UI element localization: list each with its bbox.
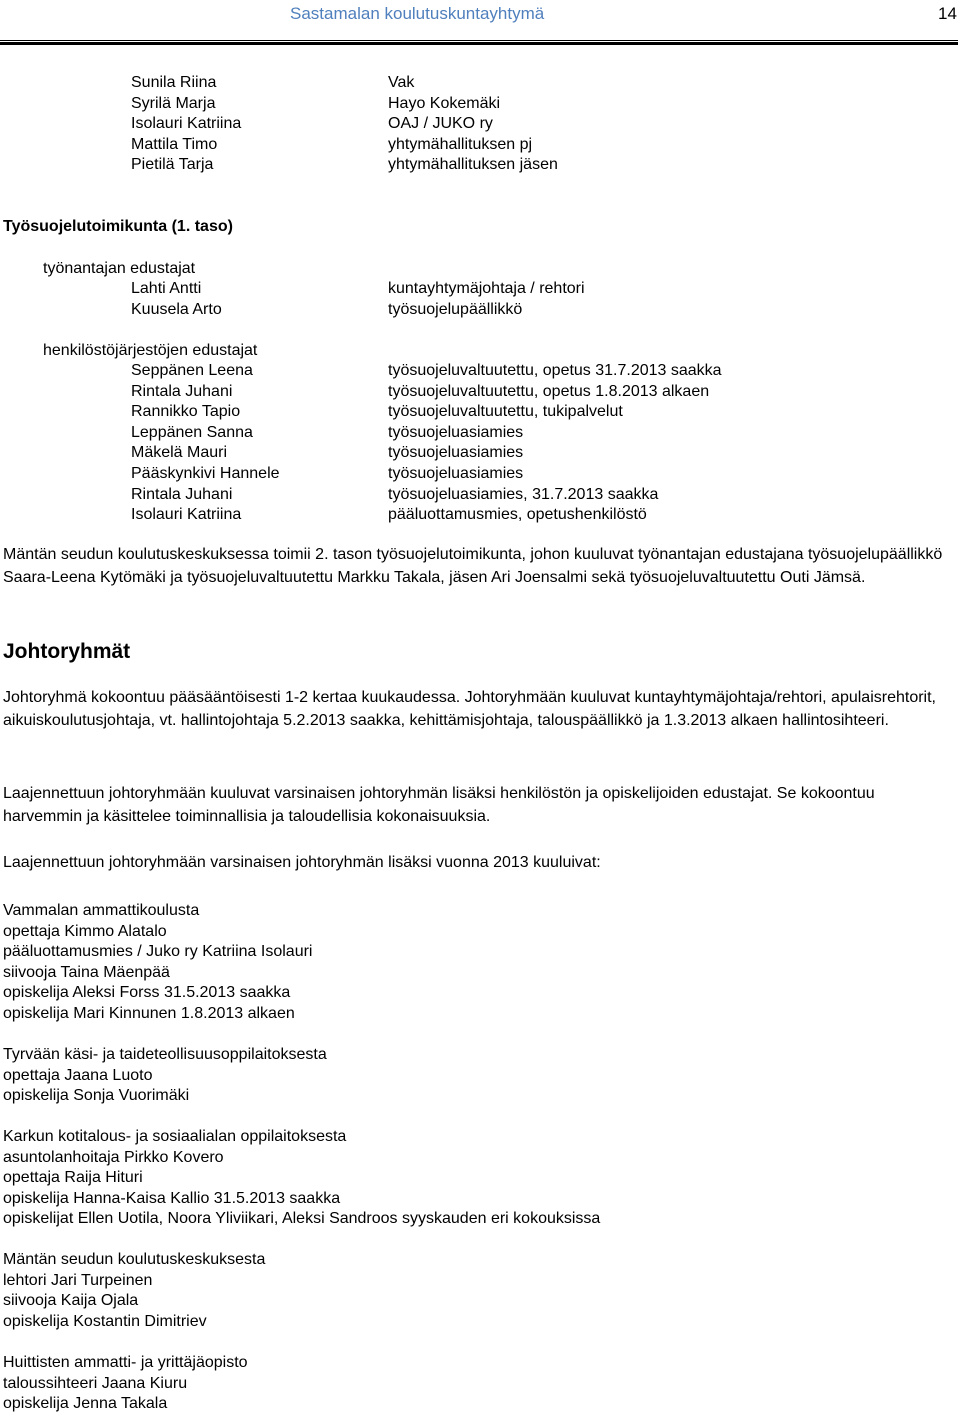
staff-names-column (131, 361, 280, 526)
list-item: pääluottamusmies, opetushenkilöstö (388, 506, 647, 524)
top-names-column (131, 73, 241, 176)
staff-roles-column (388, 361, 722, 526)
list-item: työsuojeluvaltuutettu, opetus 31.7.2013 saakka (388, 362, 722, 379)
member-group-tyrvaa (3, 1045, 327, 1107)
list-item: Rintala Juhani (131, 382, 233, 400)
list-item: kuntayhtymäjohtaja / rehtori (388, 280, 585, 297)
steering-paragraph-1: Johtoryhmä kokoontuu pääsääntöisesti 1-2 kertaa kuukaudessa. Johtoryhmään kuuluvat kuntayhtymäjohtaja/rehtori, apulaisrehtorit, aikuiskoulutusjohtaja, vt. hallintojohtaja 5.2.2013 saakka, kehittämisjohtaja, talouspäällikkö ja 1.3.2013 alkaen hallintosihteeri. (3, 689, 936, 729)
header-organization: Sastamalan koulutuskuntayhtymä (290, 4, 545, 23)
committee-note: Mäntän seudun koulutuskeskuksessa toimii 2. tason työsuojelutoimikunta, johon kuuluvat työnantajan edustajana työsuojelupäällikkö Saara-Leena Kytömäki ja työsuojeluvaltuutettu Markku Takala, jäsen Ari Joensalmi sekä työsuojeluvaltuutettu Outi Jämsä. (3, 546, 943, 586)
list-item: Vak (388, 74, 415, 91)
list-item: Rintala Juhani (131, 485, 233, 503)
list-item: Pietilä Tarja (131, 156, 214, 174)
list-item: opiskelija Sonja Vuorimäki (3, 1087, 190, 1105)
employer-label: työnantajan edustajat (43, 260, 196, 277)
steering-paragraph-2: Laajennettuun johtoryhmään kuuluvat varsinaisen johtoryhmän lisäksi henkilöstön ja opiskelijoiden edustajat. Se kokoontuu harvemmin ja käsittelee toiminnallisia ja taloudellisia kokonaisuuksia. (3, 785, 875, 825)
list-item: työsuojeluasiamies, 31.7.2013 saakka (388, 485, 659, 503)
steering-heading: Johtoryhmät (3, 640, 131, 663)
list-item: Rannikko Tapio (131, 403, 241, 421)
employer-names-column (131, 279, 222, 320)
list-item: työsuojeluasiamies (388, 444, 524, 462)
list-item: työsuojeluvaltuutettu, tukipalvelut (388, 403, 623, 421)
list-item: Kuusela Arto (131, 300, 222, 318)
list-item: opiskelija Jenna Takala (3, 1395, 168, 1413)
list-item: Lahti Antti (131, 280, 202, 297)
list-item: Hayo Kokemäki (388, 94, 501, 112)
list-item: Sunila Riina (131, 74, 217, 91)
list-item: pääluottamusmies / Juko ry Katriina Isolauri (3, 943, 313, 961)
committee-heading: Työsuojelutoimikunta (1. taso) (3, 218, 233, 235)
list-item: yhtymähallituksen pj (388, 135, 533, 153)
page-number: 14 (938, 4, 957, 23)
list-item: opiskelijat Ellen Uotila, Noora Yliviikari, Aleksi Sandroos syyskauden eri kokouksissa (3, 1210, 601, 1228)
list-item: OAJ / JUKO ry (388, 115, 493, 133)
list-item: Leppänen Sanna (131, 423, 253, 441)
list-item: opiskelija Aleksi Forss 31.5.2013 saakka (3, 984, 291, 1002)
group-heading: Karkun kotitalous- ja sosiaalialan oppilaitoksesta (3, 1128, 347, 1145)
list-item: lehtori Jari Turpeinen (3, 1271, 153, 1289)
member-group-huittinen (3, 1353, 248, 1415)
member-group-vammala (3, 901, 312, 1025)
member-group-karkku (3, 1127, 600, 1230)
list-item: Mäkelä Mauri (131, 444, 228, 462)
group-heading: Mäntän seudun koulutuskeskuksesta (3, 1251, 266, 1268)
header-rule-thick (0, 42, 958, 45)
group-heading: Tyrvään käsi- ja taideteollisuusoppilaitoksesta (3, 1046, 327, 1063)
list-item: työsuojeluvaltuutettu, opetus 1.8.2013 alkaen (388, 382, 710, 400)
list-item: Pääskynkivi Hannele (131, 464, 280, 482)
list-item: opettaja Kimmo Alatalo (3, 922, 167, 940)
list-item: opettaja Raija Hituri (3, 1169, 143, 1187)
member-group-mantta (3, 1250, 265, 1332)
steering-paragraph-3: Laajennettuun johtoryhmään varsinaisen johtoryhmän lisäksi vuonna 2013 kuuluivat: (3, 854, 601, 871)
list-item: työsuojelupäällikkö (388, 300, 523, 318)
list-item: työsuojeluasiamies (388, 423, 524, 441)
list-item: siivooja Taina Mäenpää (3, 963, 170, 981)
group-heading: Huittisten ammatti- ja yrittäjäopisto (3, 1354, 248, 1371)
staff-label: henkilöstöjärjestöjen edustajat (43, 342, 258, 359)
list-item: Mattila Timo (131, 135, 218, 153)
list-item: opiskelija Mari Kinnunen 1.8.2013 alkaen (3, 1004, 295, 1022)
list-item: työsuojeluasiamies (388, 464, 524, 482)
list-item: yhtymähallituksen jäsen (388, 156, 558, 174)
list-item: Isolauri Katriina (131, 115, 242, 133)
employer-roles-column (388, 279, 585, 320)
list-item: opettaja Jaana Luoto (3, 1066, 153, 1084)
group-heading: Vammalan ammattikoulusta (3, 902, 200, 919)
list-item: Isolauri Katriina (131, 506, 242, 524)
list-item: opiskelija Hanna-Kaisa Kallio 31.5.2013 saakka (3, 1189, 341, 1207)
list-item: Seppänen Leena (131, 362, 253, 379)
list-item: siivooja Kaija Ojala (3, 1292, 139, 1310)
list-item: Syrilä Marja (131, 94, 216, 112)
header-rule-thin (0, 40, 958, 41)
list-item: opiskelija Kostantin Dimitriev (3, 1312, 207, 1330)
top-roles-column (388, 73, 558, 176)
list-item: taloussihteeri Jaana Kiuru (3, 1374, 188, 1392)
list-item: asuntolanhoitaja Pirkko Kovero (3, 1148, 224, 1166)
